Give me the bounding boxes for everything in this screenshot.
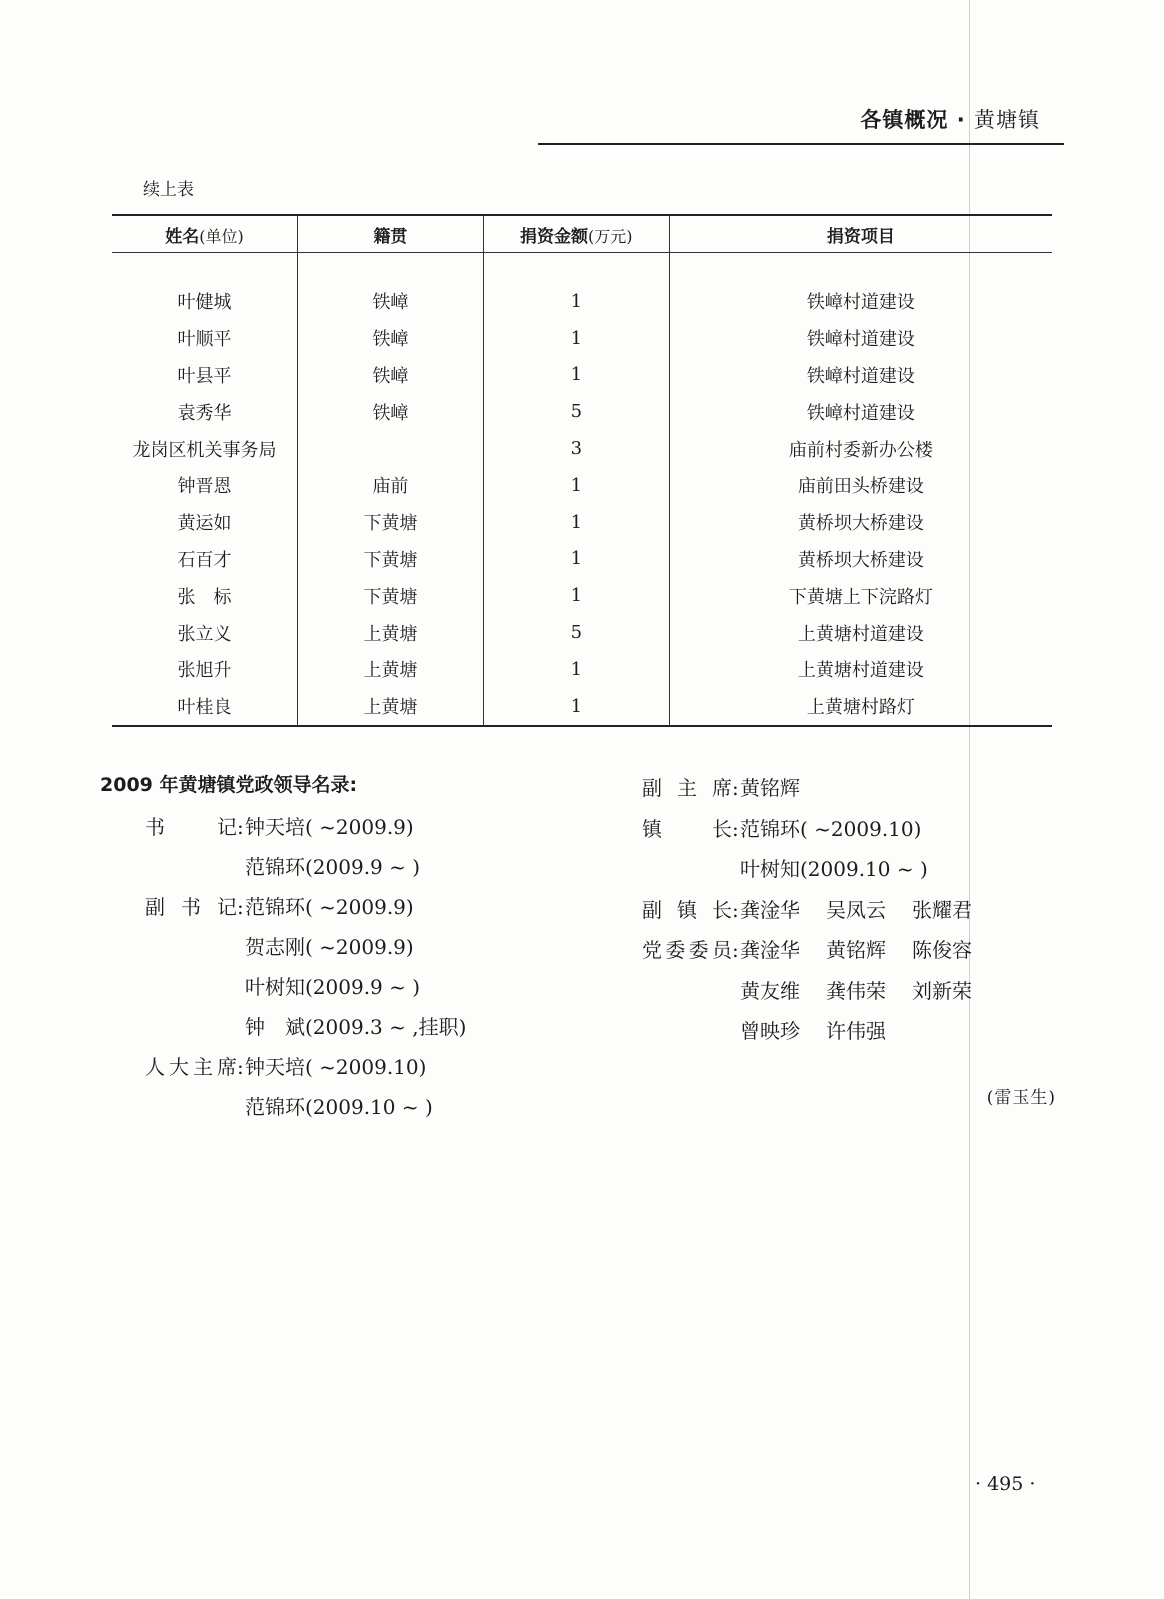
header-town: 黄塘镇 [974,108,1040,132]
table-row [112,283,1052,320]
leader-name: 黄铭辉 [826,938,886,962]
leader-entry [145,851,420,880]
cell-name: 张立义 [177,623,232,645]
cell-amount: 1 [483,504,669,541]
cell-name: 叶县平 [177,365,232,387]
leader-colon: : [732,938,739,962]
cell-project: 黄桥坝大桥建设 [669,504,1052,541]
cell-name: 黄运如 [177,513,232,535]
leader-name: 范锦环(2009.9 ~ ) [245,855,421,879]
table-row [112,393,1052,430]
cell-project: 下黄塘上下浣路灯 [669,577,1052,614]
author-credit: (雷玉生) [986,1088,1056,1108]
cell-amount: 1 [483,651,669,688]
leader-role: 副镇长 [642,897,732,922]
cell-amount: 3 [483,430,669,467]
header-project: 捐资项目 [669,215,1052,253]
leader-colon: : [732,897,739,922]
leader-entry [642,813,921,842]
leader-role: 镇长 [642,816,732,841]
leader-colon: : [237,815,244,839]
table-row [112,651,1052,688]
table-row [112,320,1052,357]
leader-entry [642,894,972,923]
leader-colon: : [732,816,739,841]
leader-name: 刘新荣 [912,978,972,1003]
leader-entry [642,853,928,882]
leader-name: 张耀君 [912,897,972,922]
leader-name: 叶树知(2009.10 ~ ) [740,857,928,881]
continued-label: 续上表 [143,180,194,200]
leader-name: 陈俊容 [912,938,972,962]
leader-colon: : [237,1055,244,1079]
cell-origin: 上黄塘 [298,614,484,651]
leader-name: 范锦环(2009.10 ~ ) [245,1095,433,1119]
leader-entry [145,931,414,960]
leader-name: 许伟强 [826,1019,886,1043]
cell-name: 张旭升 [177,660,232,682]
cell-amount: 1 [483,577,669,614]
cell-amount: 1 [483,541,669,578]
cell-amount: 1 [483,320,669,357]
cell-origin: 下黄塘 [298,504,484,541]
leader-name: 曾映珍 [740,1019,800,1043]
leader-name: 吴凤云 [826,897,886,922]
leader-name: 范锦环( ~2009.10) [740,816,922,841]
leader-name: 龚淦华 [740,897,800,922]
cell-project: 铁嶂村道建设 [669,283,1052,320]
header-amount: 捐资金额(万元) [483,215,669,253]
leaders-title: 2009 年黄塘镇党政领导名录: [100,774,358,796]
leader-name: 钟天培( ~2009.10) [245,1055,427,1079]
leader-entry [642,772,800,801]
header-separator: · [956,108,966,132]
table-body [112,253,1052,726]
table-header-row [112,215,1052,253]
leader-entry [145,811,414,840]
cell-amount: 1 [483,283,669,320]
cell-name: 龙岗区机关事务局 [132,439,277,461]
cell-origin: 上黄塘 [298,651,484,688]
leader-entry [145,1091,433,1120]
leader-name: 黄铭辉 [740,776,800,800]
cell-origin: 铁嶂 [298,393,484,430]
leader-entry [145,1011,466,1040]
cell-project: 铁嶂村道建设 [669,320,1052,357]
leader-role: 副主席 [642,776,732,800]
cell-name: 叶顺平 [177,329,232,351]
leader-entry [145,891,414,920]
cell-origin: 铁嶂 [298,320,484,357]
leader-entry [642,934,972,963]
leader-entry [145,971,420,1000]
cell-name: 袁秀华 [177,402,232,424]
cell-project: 上黄塘村路灯 [669,688,1052,726]
cell-origin: 铁嶂 [298,357,484,394]
cell-amount: 1 [483,688,669,726]
running-header [860,104,1040,134]
header-rule [538,143,1064,145]
cell-name: 叶桂良 [177,697,232,719]
cell-project: 上黄塘村道建设 [669,614,1052,651]
leader-name: 贺志刚( ~2009.9) [245,935,414,959]
cell-project: 黄桥坝大桥建设 [669,541,1052,578]
leader-name: 钟天培( ~2009.9) [245,815,414,839]
table-row [112,467,1052,504]
cell-origin: 下黄塘 [298,541,484,578]
leader-name: 龚伟荣 [826,978,886,1003]
leader-colon: : [237,895,244,919]
cell-project: 铁嶂村道建设 [669,357,1052,394]
page-number: · 495 · [975,1473,1036,1495]
cell-origin [298,430,484,467]
table-row [112,504,1052,541]
leader-role: 书记 [145,815,237,839]
cell-amount: 5 [483,393,669,430]
cell-name: 钟晋恩 [177,476,232,498]
leader-entry [145,1051,426,1080]
cell-origin: 上黄塘 [298,688,484,726]
cell-amount: 5 [483,614,669,651]
cell-name: 石百才 [177,549,232,571]
header-origin: 籍贯 [298,215,484,253]
leader-name: 钟 斌(2009.3 ~ ,挂职) [245,1015,467,1039]
leader-entry [642,975,972,1004]
cell-origin: 下黄塘 [298,577,484,614]
cell-amount: 1 [483,357,669,394]
cell-project: 庙前村委新办公楼 [669,430,1052,467]
donation-table [112,214,1052,727]
cell-amount: 1 [483,467,669,504]
leader-name: 黄友维 [740,978,800,1003]
table-row [112,541,1052,578]
table-row [112,577,1052,614]
leader-role: 人大主席 [145,1055,237,1079]
cell-origin: 铁嶂 [298,283,484,320]
table-row [112,357,1052,394]
leader-role: 副书记 [145,895,237,919]
cell-project: 上黄塘村道建设 [669,651,1052,688]
table-row [112,614,1052,651]
leader-name: 叶树知(2009.9 ~ ) [245,975,421,999]
cell-project: 铁嶂村道建设 [669,393,1052,430]
header-section: 各镇概况 [860,108,949,132]
leader-colon: : [732,776,739,800]
table-row [112,688,1052,726]
leader-role: 党委委员 [642,938,732,962]
leader-name: 范锦环( ~2009.9) [245,895,414,919]
header-name: 姓名(单位) [165,226,244,247]
cell-name: 叶健城 [177,292,232,314]
table-row [112,430,1052,467]
table-spacer-row [112,253,1052,284]
cell-origin: 庙前 [298,467,484,504]
cell-name: 张 标 [177,586,232,608]
leader-entry [642,1015,886,1044]
leader-name: 龚淦华 [740,938,800,962]
cell-project: 庙前田头桥建设 [669,467,1052,504]
